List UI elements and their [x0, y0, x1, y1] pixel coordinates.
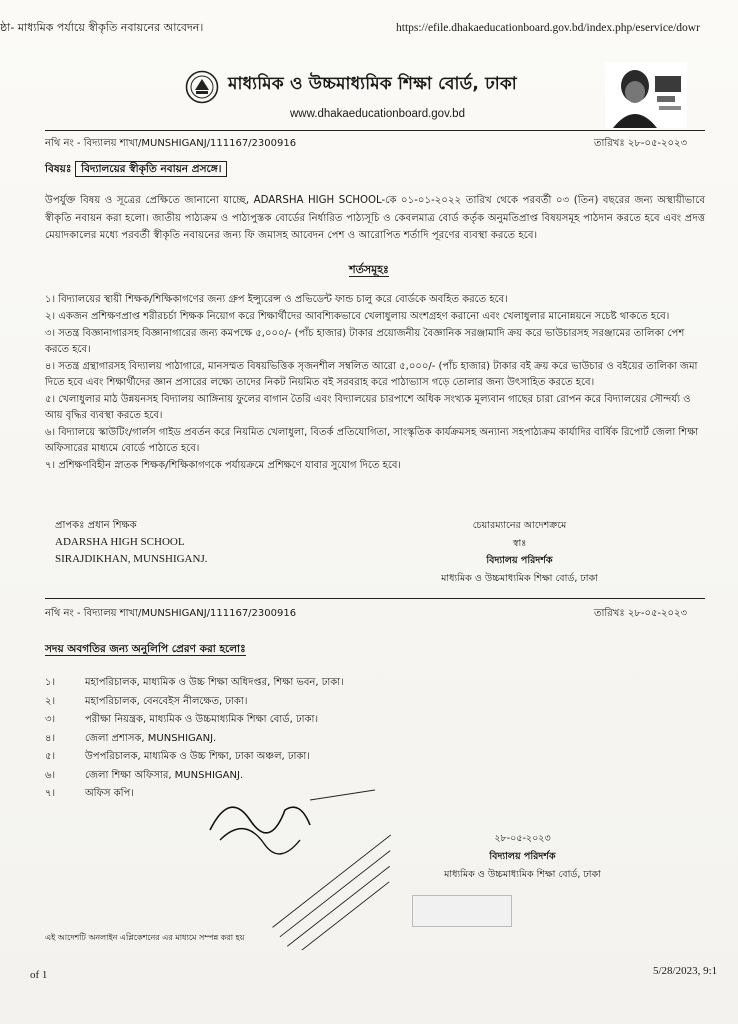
- blank-stamp-box: [412, 895, 512, 927]
- recipient-label: প্রাপকঃ প্রধান শিক্ষক: [55, 520, 137, 531]
- letterhead: [0, 62, 738, 132]
- subject-label: বিষয়ঃ: [45, 163, 72, 175]
- memo-number-copy: নথি নং - বিদ্যালয় শাখা/MUNSHIGANJ/111167/2300916: [45, 608, 297, 619]
- conditions-list: [45, 292, 707, 475]
- body-paragraph: উপর্যুক্ত বিষয় ও সূত্রের প্রেক্ষিতে জানানো যাচ্ছে, ADARSHA HIGH SCHOOL-কে ০১-০১-২০২২ তারিখ থেকে পরবর্তী ০৩ (তিন) বছরের জন্য অস্থায়ীভাবে স্বীকৃতি নবায়ন করা হলো। জাতীয় পাঠ্যক্রম ও পাঠ্যপুস্তক বোর্ডের নির্ধারিত পাঠ্যসূচি ও কেবলমাত্র বোর্ড কর্তৃক অনুমতিপ্রাপ্ত বিষয়সমূহ পাঠদান করতে হবে এবং প্রদত্ত মেয়াদকালের মধ্যে পরবর্তী স্বীকৃতি নবায়নের জন্য ফি জমাসহ আবেদন পেশ ও আরোপিত শর্তাদি পূরণের ব্যবস্থা করতে হবে।: [45, 195, 705, 242]
- copy-item: [45, 711, 344, 730]
- memo-date: তারিখঃ ২৮-০৫-২০২৩: [594, 138, 688, 149]
- signed-text: স্বাঃ: [512, 537, 527, 549]
- signatory-office-2: মাধ্যমিক ও উচ্চমাধ্যমিক শিক্ষা বোর্ড, ঢাকা: [444, 869, 601, 881]
- board-emblem-icon: [185, 70, 219, 104]
- recipient-school: ADARSHA HIGH SCHOOL: [55, 535, 185, 548]
- recipient-address: SIRAJDIKHAN, MUNSHIGANJ.: [55, 552, 208, 565]
- condition-item: ৬। বিদ্যালয়ে স্কাউটিং/গার্লস গাইড প্রবর্তন করে নিয়মিত খেলাধুলা, বিতর্ক প্রতিযোগিতা, সাংস্কৃতিক কার্যক্রমসহ অন্যান্য সহপাঠ্যক্রম কার্যাদির বার্ষিক রিপোর্ট জেলা শিক্ষা অফিসারের মাধ্যমে বোর্ডে পাঠাতে হবে।: [45, 427, 699, 454]
- print-title: ষ্ঠা- মাধ্যমিক পর্যায়ে স্বীকৃতি নবায়নের আবেদন।: [0, 21, 204, 34]
- copy-item: [45, 748, 344, 767]
- memo-number: নথি নং - বিদ্যালয় শাখা/MUNSHIGANJ/111167/2300916: [45, 138, 297, 149]
- recipient-block: [55, 518, 207, 568]
- copy-item-text: মহাপরিচালক, মাধ্যমিক ও উচ্চ শিক্ষা অধিদপ্তর, শিক্ষা ভবন, ঢাকা।: [85, 677, 344, 688]
- copy-item: [45, 693, 344, 712]
- copy-item-text: মহাপরিচালক, বেনবেইস নীলক্ষেত, ঢাকা।: [85, 695, 248, 707]
- board-name: মাধ্যমিক ও উচ্চমাধ্যমিক শিক্ষা বোর্ড, ঢাকা: [228, 74, 517, 94]
- conditions-title-text: শর্তসমূহঃ: [349, 263, 389, 276]
- condition-item: ১। বিদ্যালয়ের স্থায়ী শিক্ষক/শিক্ষিকাগণের জন্য গ্রুপ ইন্স্যুরেন্স ও প্রভিডেন্ট ফান্ড চালু করে বোর্ডকে অবহিত করতে হবে।: [45, 294, 508, 305]
- print-timestamp: 5/28/2023, 9:1: [653, 965, 718, 977]
- by-order-text: চেয়ারম্যানের আদেশক্রমে: [472, 520, 567, 531]
- signatory-designation-2: বিদ্যালয় পরিদর্শক: [489, 851, 556, 863]
- copy-item-text: অফিস কপি।: [85, 788, 134, 799]
- mid-rule: [45, 598, 705, 599]
- copy-item-number: ৬।: [45, 769, 56, 781]
- header-rule: [45, 130, 705, 131]
- online-footnote: এই আদেশটি অনলাইন এপ্লিকেশনের এর মাধ্যমে সম্পন্ন করা হয়: [45, 933, 245, 942]
- page-count: of 1: [30, 969, 48, 981]
- handwritten-signature-stamp: [190, 770, 430, 950]
- signature-block-1: [412, 517, 627, 587]
- copy-item-number: ৫।: [45, 751, 56, 762]
- copy-item-number: ৪।: [45, 732, 56, 744]
- copy-item-number: ৭।: [45, 788, 56, 799]
- subject-text: বিদ্যালয়ের স্বীকৃতি নবায়ন প্রসঙ্গে।: [75, 161, 227, 177]
- memo-date-copy: তারিখঃ ২৮-০৫-২০২৩: [594, 608, 688, 619]
- copy-item-number: ৩।: [45, 714, 56, 725]
- copy-title-text: সদয় অবগতির জন্য অনুলিপি প্রেরণ করা হলোঃ: [45, 643, 246, 655]
- signature-block-2: [410, 830, 635, 884]
- signature-date: ২৮-০৫-২০২৩: [494, 833, 551, 844]
- condition-item: ৫। খেলাধুলার মাঠ উন্নয়নসহ বিদ্যালয় আঙ্গিনায় ফুলের বাগান তৈরি এবং বিদ্যালয়ের চারপাশে অধিক সংখ্যক মূল্যবান গাছের চারা রোপন করে বিদ্যালয়ের সৌন্দর্য্য ও আয় বৃদ্ধির ব্যবস্থা করতে হবে।: [45, 394, 691, 421]
- copy-item-text: জেলা প্রশাসক, MUNSHIGANJ.: [85, 732, 217, 744]
- copy-item-number: ২।: [45, 695, 56, 707]
- copy-item-text: উপপরিচালক, মাধ্যমিক ও উচ্চ শিক্ষা, ঢাকা অঞ্চল, ঢাকা।: [85, 751, 310, 762]
- copy-title: [45, 642, 246, 658]
- portrait-image-icon: [605, 62, 687, 128]
- board-website: www.dhakaeducationboard.gov.bd: [290, 108, 465, 120]
- conditions-title: [0, 262, 738, 279]
- condition-item: ৪। সতন্ত্র গ্রন্থাগারসহ বিদ্যালয় পাঠাগারে, মানসম্মত বিষয়ভিত্তিক সৃজনশীল সম্বলিত আরো ৫,০০০/- (পাঁচ হাজার) টাকার বই ক্রয় করে ভাউচার ও বইয়ের তালিকা জমা দিতে হবে এবং শিক্ষার্থীদের জ্ঞান প্রসারের লক্ষ্যে তাদের নিকট নিয়মিত বই সরবরাহ করে পাঠাভ্যাস গড়ে তোলার জন্য উৎসাহিত করতে হবে।: [45, 361, 698, 388]
- subject-line: [45, 162, 227, 178]
- signatory-designation: বিদ্যালয় পরিদর্শক: [486, 555, 553, 567]
- copy-item-text: পরীক্ষা নিয়ন্ত্রক, মাধ্যমিক ও উচ্চমাধ্যমিক শিক্ষা বোর্ড, ঢাকা।: [85, 714, 319, 725]
- condition-item: ২। একজন প্রশিক্ষণপ্রাপ্ত শরীরচর্চা শিক্ষক নিয়োগ করে শিক্ষার্থীদের আবশ্যিকভাবে খেলাধুলায় অংশগ্রহণ করানো এবং খেলাধুলার মানোন্নয়নে সচেষ্ট থাকতে হবে।: [45, 311, 670, 322]
- condition-item: ৭। প্রশিক্ষণবিহীন স্নাতক শিক্ষক/শিক্ষিকাগণকে পর্যায়ক্রমে প্রশিক্ষণে যাবার সুযোগ দিতে হবে।: [45, 460, 402, 471]
- condition-item: ৩। সতন্ত্র বিজ্ঞানাগারসহ বিজ্ঞানাগারের জন্য কমপক্ষে ৫,০০০/- (পাঁচ হাজার) টাকার প্রয়োজনীয় বৈজ্ঞানিক সরঞ্জামাদি ক্রয় করে ভাউচারসহ সরঞ্জামের তালিকা পেশ করতে হবে।: [45, 328, 685, 355]
- copy-item: [45, 730, 344, 749]
- print-url: https://efile.dhakaeducationboard.gov.bd/index.php/eservice/dowr: [396, 22, 700, 34]
- signatory-office: মাধ্যমিক ও উচ্চমাধ্যমিক শিক্ষা বোর্ড, ঢাকা: [441, 572, 598, 584]
- copy-item-number: ১।: [45, 677, 56, 688]
- copy-item-text: জেলা শিক্ষা অফিসার, MUNSHIGANJ.: [85, 769, 244, 781]
- copy-item: [45, 674, 344, 693]
